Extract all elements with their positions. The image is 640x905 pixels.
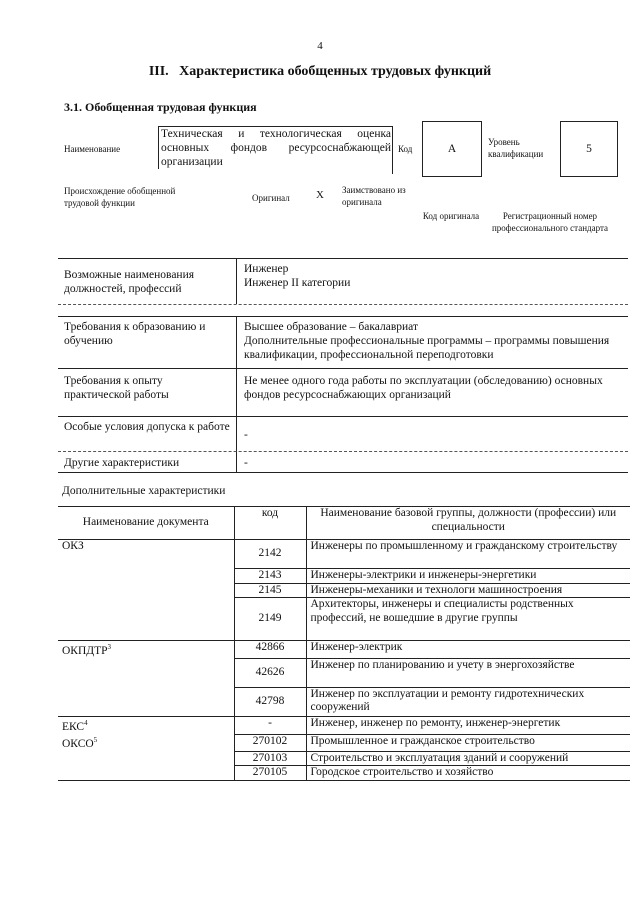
code-value: A (422, 121, 482, 177)
col-header-name: Наименование базовой группы, должности (профессии) или специальности (306, 507, 630, 540)
table-row (58, 687, 630, 716)
row-doc (58, 658, 234, 687)
row-doc: ОКСО$^5$ (62, 736, 98, 750)
row-code: 2149 (234, 598, 306, 641)
req-other-value: - (244, 457, 248, 469)
row-name: Инженеры-электрики и инженеры-энергетики (306, 569, 630, 584)
table-row (58, 540, 630, 569)
table-row (58, 641, 630, 659)
name-label: Наименование (64, 144, 121, 154)
table-row (58, 583, 630, 598)
position-2: Инженер II категории (244, 277, 351, 289)
row-code: 270105 (234, 766, 306, 781)
row-code: 270103 (234, 751, 306, 766)
dashed-rule (58, 304, 628, 305)
req-education-value: Высшее образование – бакалавриат Дополнительные профессиональные программы – программы повышения квалификации, профессиональной переподготовки (244, 321, 610, 361)
row-code: - (234, 716, 306, 734)
row-doc: ОКПДТР$^3$ (62, 643, 112, 657)
additional-table (58, 506, 630, 781)
origin-label: Происхождение обобщенной трудовой функции (64, 186, 176, 208)
req-admission-value: - (244, 429, 248, 441)
rule (58, 416, 628, 417)
row-name: Архитекторы, инженеры и специалисты родственных профессий, не вошедшие в другие группы (306, 598, 630, 641)
rule (58, 258, 628, 259)
function-name: Техническая и технологическая оценка основных фондов ресурсоснабжающей организации (158, 126, 393, 169)
row-name: Инженер по эксплуатации и ремонту гидротехнических сооружений (306, 687, 630, 716)
row-code: 2143 (234, 569, 306, 584)
row-name: Инженер, инженер по ремонту, инженер-энергетик (306, 716, 630, 734)
table-row (58, 598, 630, 641)
row-code: 42798 (234, 687, 306, 716)
req-education-label: Требования к образованию и обучению (64, 321, 206, 347)
level-label: Уровень квалификации (488, 137, 544, 159)
table-row (58, 569, 630, 584)
req-experience-value: Не менее одного года работы по эксплуатации (обследованию) основных фондов ресурсоснабжающих организаций (244, 375, 603, 401)
rule (58, 472, 628, 473)
subsection-title: 3.1. Обобщенная трудовая функция (64, 100, 257, 114)
table-row (58, 751, 630, 766)
divider (236, 258, 237, 304)
table-row (58, 658, 630, 687)
req-other-label: Другие характеристики (64, 457, 180, 469)
req-experience-label: Требования к опыту практической работы (64, 375, 169, 401)
borrowed-label: Заимствовано из оригинала (342, 185, 406, 207)
row-name: Промышленное и гражданское строительство (306, 734, 630, 751)
row-code: 2145 (234, 583, 306, 598)
row-code: 2142 (234, 540, 306, 569)
row-code: 42626 (234, 658, 306, 687)
row-code: 270102 (234, 734, 306, 751)
row-doc (58, 583, 234, 598)
row-name: Городское строительство и хозяйство (306, 766, 630, 781)
positions-label: Возможные наименования должностей, профессий (64, 269, 195, 295)
original-mark: X (316, 189, 324, 201)
divider (392, 126, 393, 174)
section-title: III. Характеристика обобщенных трудовых функций (148, 64, 492, 79)
table-row (58, 734, 630, 751)
table-row (58, 766, 630, 781)
row-name: Строительство и эксплуатация зданий и сооружений (306, 751, 630, 766)
row-doc: ОКЗ (62, 540, 84, 552)
dashed-rule (58, 451, 628, 452)
rule (58, 316, 628, 317)
additional-title: Дополнительные характеристики (62, 485, 226, 497)
rule (58, 368, 628, 369)
table-row (58, 716, 630, 734)
row-name: Инженеры по промышленному и гражданскому строительству (306, 540, 630, 569)
code-label: Код (398, 144, 413, 154)
col-header-code: код (234, 507, 306, 540)
row-doc (58, 569, 234, 584)
level-value: 5 (560, 121, 618, 177)
row-doc (58, 687, 234, 716)
row-doc (58, 766, 234, 781)
row-doc (58, 598, 234, 641)
row-name: Инженер по планированию и учету в энергохозяйстве (306, 658, 630, 687)
original-label: Оригинал (252, 193, 290, 203)
code-original-label: Код оригинала (422, 211, 480, 221)
divider (236, 316, 237, 472)
position-1: Инженер (244, 263, 289, 275)
row-code: 42866 (234, 641, 306, 659)
row-name: Инженер-электрик (306, 641, 630, 659)
row-name: Инженеры-механики и технологи машиностроения (306, 583, 630, 598)
reg-number-label: Регистрационный номер профессионального стандарта (491, 211, 609, 233)
col-header-doc: Наименование документа (82, 516, 209, 529)
req-admission-label: Особые условия допуска к работе (64, 421, 230, 433)
page-number: 4 (317, 40, 323, 52)
row-doc (58, 751, 234, 766)
row-doc: ЕКС$^4$ (62, 718, 88, 733)
